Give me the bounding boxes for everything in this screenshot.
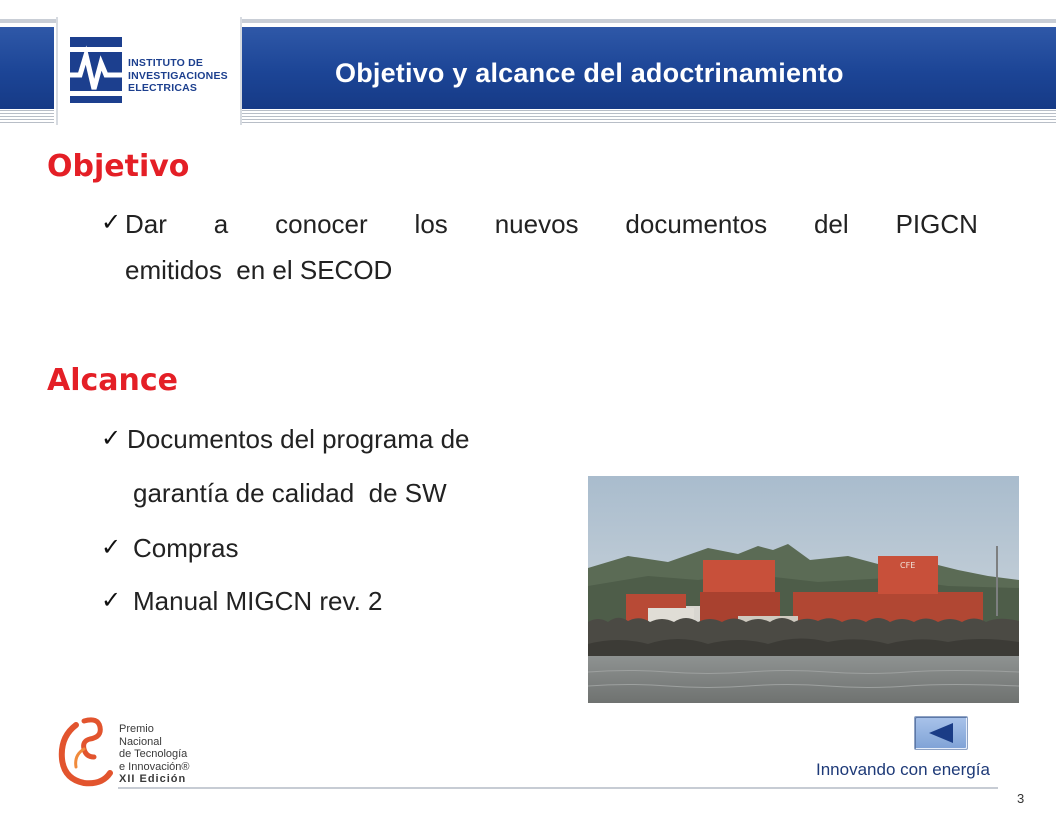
- objetivo-word: documentos: [625, 209, 768, 239]
- objetivo-word: nuevos: [494, 209, 579, 239]
- objetivo-word: los: [414, 209, 448, 239]
- slide-title: Objetivo y alcance del adoctrinamiento: [335, 58, 844, 88]
- power-plant-photo: [588, 476, 1019, 703]
- alcance-check-icon: ✓: [101, 586, 122, 614]
- award-logo-icon: [54, 715, 116, 787]
- footer-rule: [118, 787, 998, 789]
- objetivo-heading: Objetivo: [47, 149, 190, 184]
- iie-logo: [56, 17, 242, 125]
- page-number: 3: [1017, 791, 1025, 806]
- objetivo-word: PIGCN: [895, 209, 978, 239]
- alcance-check-icon: ✓: [101, 424, 122, 452]
- objetivo-word: Dar: [125, 209, 167, 239]
- header-stripes: [240, 110, 1056, 124]
- objetivo-word: conocer: [275, 209, 368, 239]
- header-stripes-left: [0, 110, 54, 124]
- objetivo-line-2: emitidos en el SECOD: [125, 255, 393, 285]
- alcance-check-icon: ✓: [101, 533, 122, 561]
- header-band-left: [0, 27, 54, 109]
- iie-logo-mark-icon: [70, 37, 122, 103]
- iie-logo-text: INSTITUTO DE INVESTIGACIONES ELECTRICAS: [128, 57, 228, 94]
- alcance-heading: Alcance: [47, 363, 179, 398]
- alcance-item-1-line-2: garantía de calidad de SW: [133, 478, 447, 508]
- objetivo-word: a: [213, 209, 229, 239]
- objetivo-check-icon: ✓: [101, 208, 122, 236]
- back-button[interactable]: [914, 716, 968, 750]
- objetivo-word: del: [813, 209, 849, 239]
- triangle-left-icon: [929, 723, 953, 743]
- award-text: Premio Nacional de Tecnología e Innovación® XII Edición: [119, 723, 190, 785]
- tagline: Innovando con energía: [816, 760, 990, 779]
- alcance-item-2: Compras: [133, 533, 239, 563]
- alcance-item-3: Manual MIGCN rev. 2: [133, 586, 383, 616]
- alcance-item-1-line-1: Documentos del programa de: [127, 424, 470, 454]
- objetivo-line-1: [125, 209, 978, 240]
- photo-sign: CFE: [900, 561, 916, 570]
